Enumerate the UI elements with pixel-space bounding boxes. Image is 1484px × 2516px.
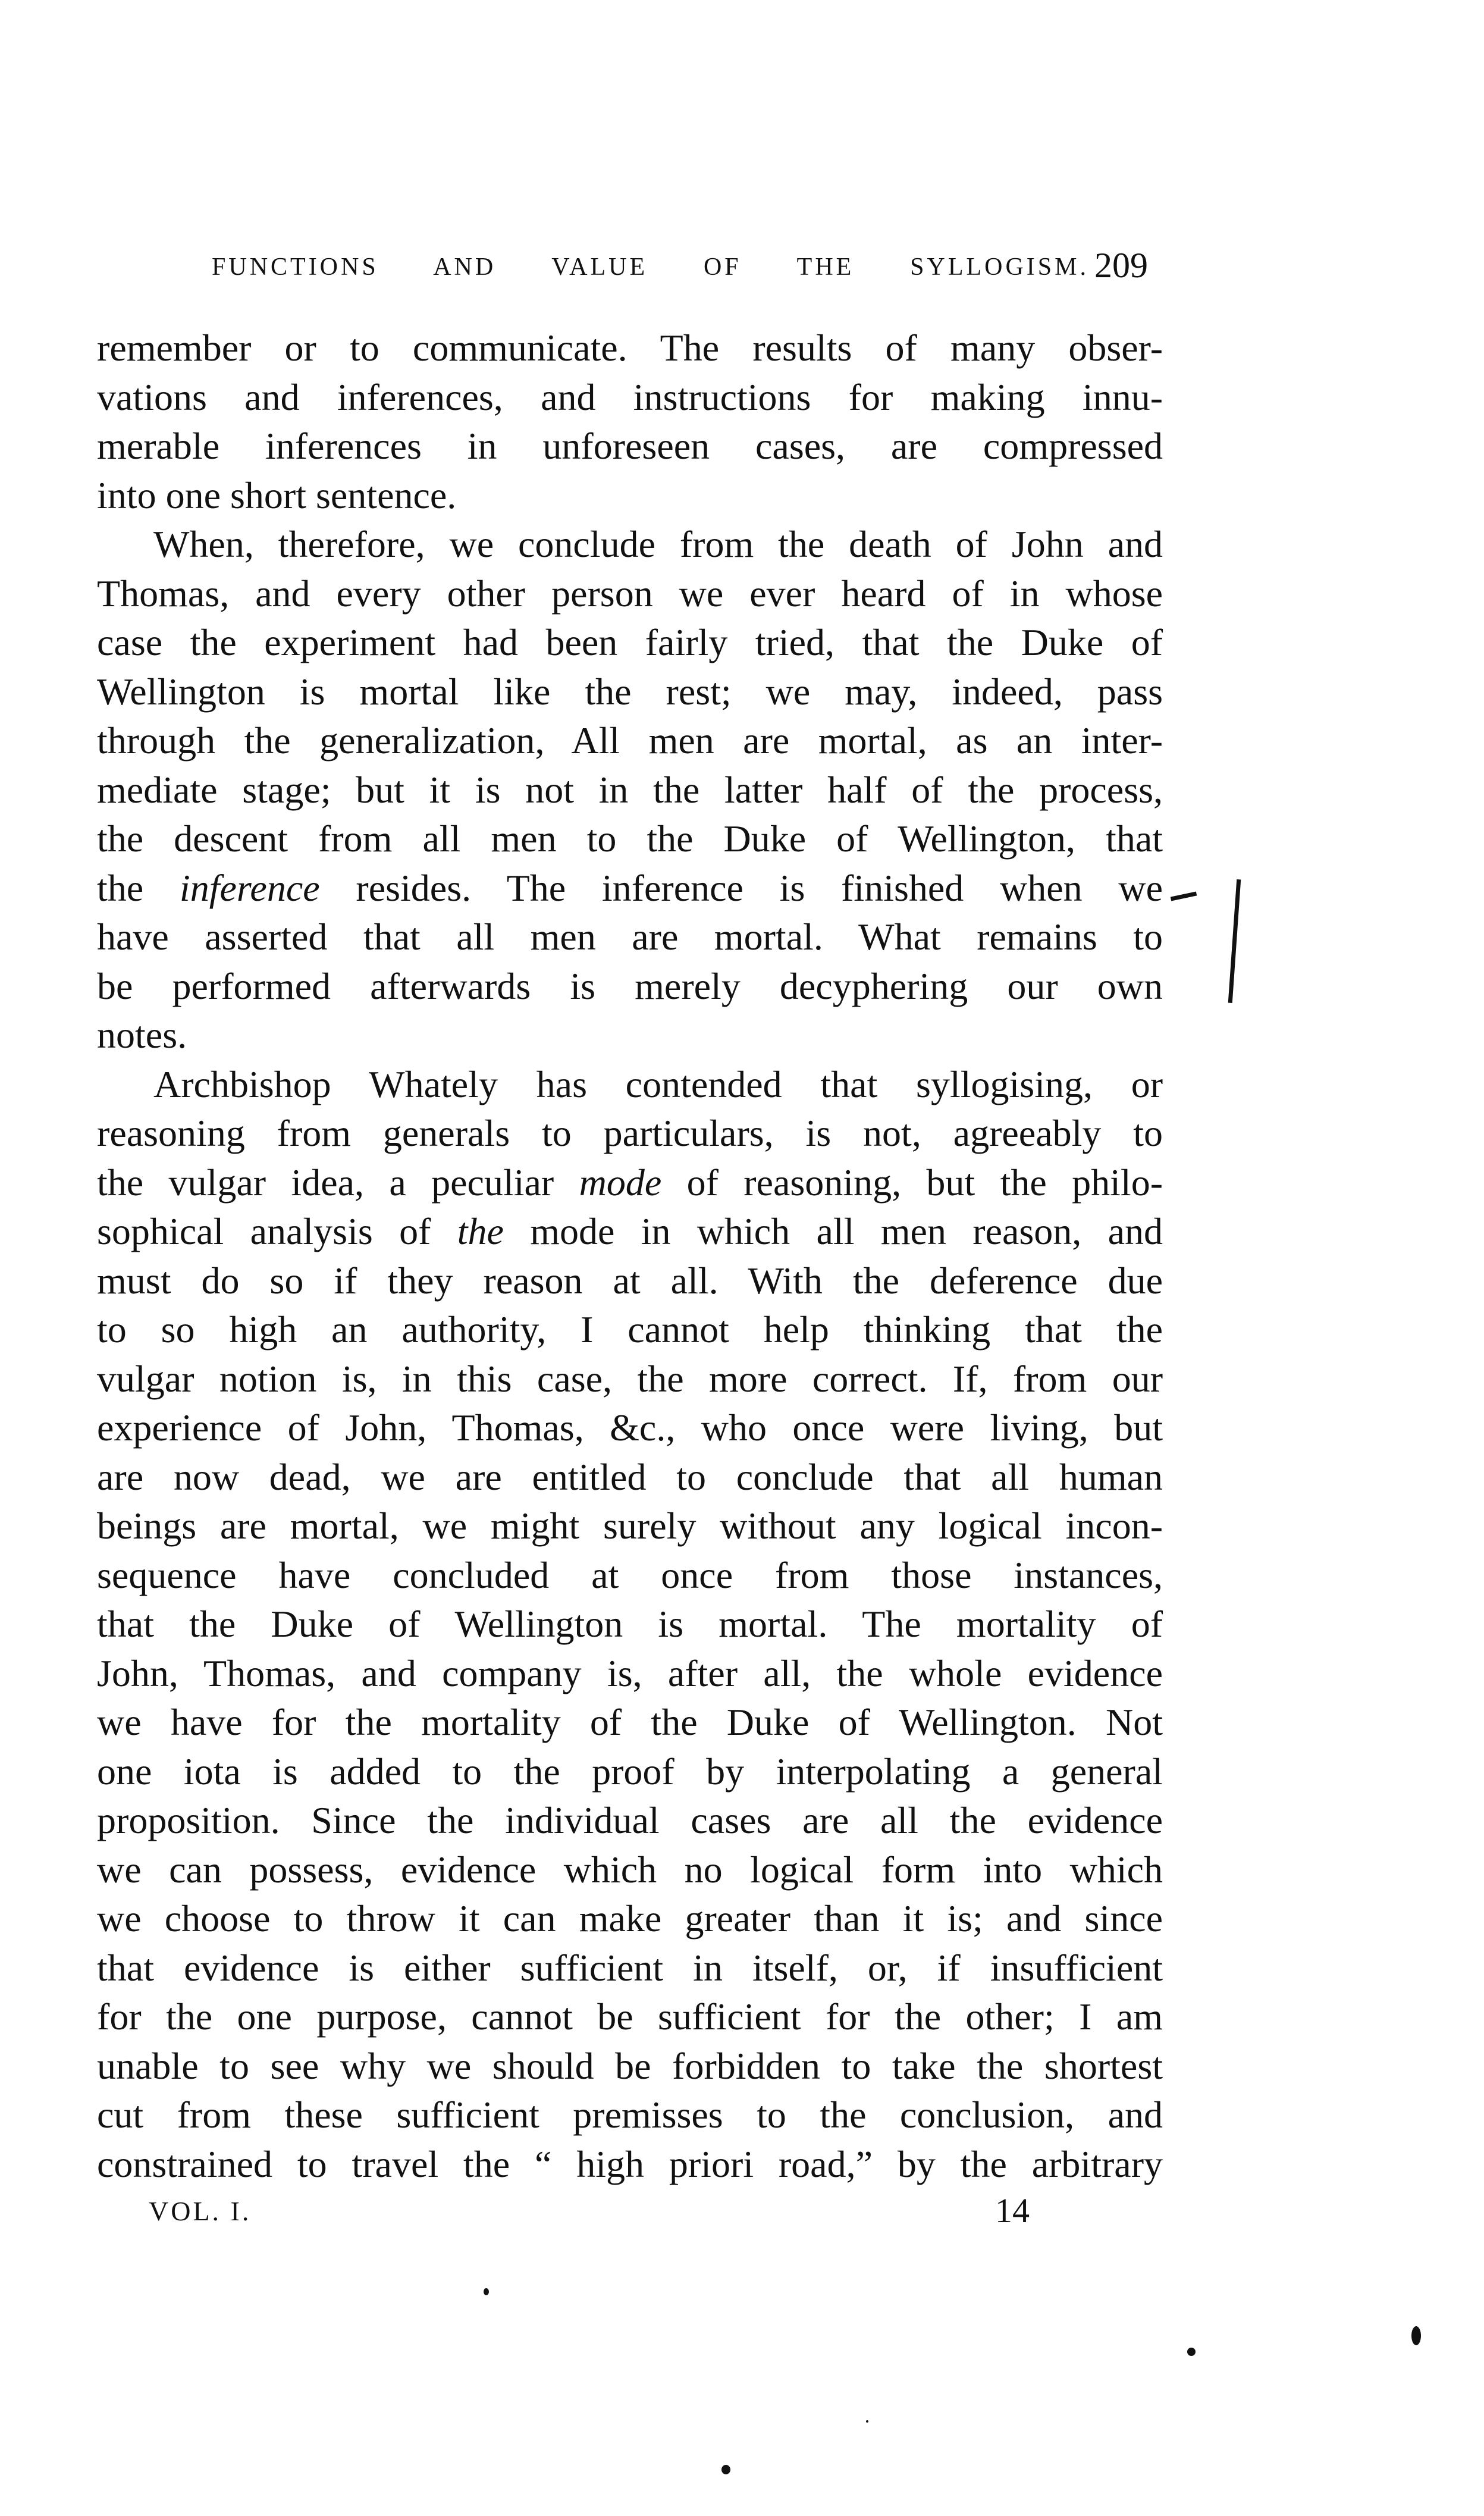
- text-run: the vulgar idea, a peculiar: [97, 1161, 579, 1204]
- text-run: into one short sentence.: [97, 474, 457, 516]
- text-run: John, Thomas, and company is, after all, the whole evidence: [97, 1652, 1163, 1694]
- italic-text: the: [457, 1210, 504, 1252]
- text-run: be performed afterwards is merely decyphering our own: [97, 964, 1163, 1007]
- text-line: [97, 1944, 1163, 1993]
- italic-text: mode: [579, 1161, 662, 1204]
- text-line: [97, 1600, 1163, 1649]
- text-line: [97, 1502, 1163, 1551]
- text-run: reasoning from generals to particulars, is not, agreeably to: [97, 1112, 1163, 1154]
- text-line: [97, 814, 1163, 864]
- text-line: [97, 1894, 1163, 1944]
- text-line: [97, 1403, 1163, 1453]
- text-run: merable inferences in unforeseen cases, are compressed: [97, 425, 1163, 467]
- text-run: Thomas, and every other person we ever heard of in whose: [97, 572, 1163, 615]
- text-run: vulgar notion is, in this case, the more correct. If, from our: [97, 1357, 1163, 1400]
- text-run: that evidence is either sufficient in itself, or, if insufficient: [97, 1946, 1163, 1989]
- text-line: [97, 962, 1163, 1011]
- text-line: [97, 864, 1163, 913]
- text-line: [97, 1257, 1163, 1306]
- text-line: [97, 520, 1163, 569]
- text-line: [97, 2091, 1163, 2140]
- text-line: [97, 618, 1163, 668]
- text-line: [97, 1747, 1163, 1797]
- text-run: through the generalization, All men are mortal, as an inter-: [97, 719, 1163, 762]
- text-run: Archbishop Whately has contended that syllogising, or: [153, 1063, 1163, 1105]
- text-line: [97, 2140, 1163, 2189]
- text-run: the: [97, 866, 180, 909]
- text-run: Wellington is mortal like the rest; we may, indeed, pass: [97, 670, 1163, 713]
- text-line: [97, 1305, 1163, 1355]
- text-line: [97, 324, 1163, 373]
- text-line: [97, 1453, 1163, 1502]
- text-run: remember or to communicate. The results of many obser-: [97, 327, 1163, 369]
- text-run: mode in which all men reason, and: [503, 1210, 1163, 1252]
- text-line: [97, 1551, 1163, 1600]
- text-run: to so high an authority, I cannot help thinking that the: [97, 1308, 1163, 1351]
- speck: [1187, 2348, 1196, 2356]
- text-line: [97, 1011, 1163, 1060]
- footer-signature: 14: [995, 2191, 1030, 2230]
- text-run: notes.: [97, 1014, 187, 1056]
- footer-volume: VOL. I.: [149, 2196, 252, 2226]
- speck: [1411, 2326, 1421, 2345]
- text-run: must do so if they reason at all. With the deference due: [97, 1259, 1163, 1302]
- text-run: that the Duke of Wellington is mortal. The mortality of: [97, 1603, 1163, 1645]
- speck: [866, 2420, 868, 2423]
- text-run: constrained to travel the “ high priori road,” by the arbitrary: [97, 2142, 1163, 2185]
- text-line: [97, 1207, 1163, 1257]
- text-run: proposition. Since the individual cases are all the evidence: [97, 1799, 1163, 1841]
- text-line: [97, 913, 1163, 962]
- text-run: cut from these sufficient premisses to the conclusion, and: [97, 2094, 1163, 2136]
- text-run: sequence have concluded at once from those instances,: [97, 1553, 1163, 1596]
- text-line: [97, 471, 1163, 521]
- text-line: [97, 668, 1163, 717]
- text-run: When, therefore, we conclude from the death of John and: [153, 523, 1163, 565]
- speck: [484, 2288, 489, 2295]
- text-line: [97, 1649, 1163, 1699]
- text-run: experience of John, Thomas, &c., who once were living, but: [97, 1406, 1163, 1449]
- page-body: [97, 324, 1163, 2189]
- text-line: [97, 569, 1163, 619]
- running-header: FUNCTIONS AND VALUE OF THE SYLLOGISM.: [212, 253, 1089, 281]
- text-line: [97, 1698, 1163, 1747]
- text-run: of reasoning, but the philo-: [661, 1161, 1163, 1204]
- margin-dash-mark: [1171, 892, 1197, 901]
- text-run: for the one purpose, cannot be sufficient for the other; I am: [97, 1995, 1163, 2038]
- page-number: 209: [1094, 246, 1148, 285]
- text-run: vations and inferences, and instructions for making innu-: [97, 375, 1163, 418]
- text-line: [97, 1846, 1163, 1895]
- text-run: have asserted that all men are mortal. What remains to: [97, 916, 1163, 958]
- speck: [721, 2465, 730, 2474]
- text-line: [97, 766, 1163, 815]
- text-line: [97, 373, 1163, 422]
- text-run: are now dead, we are entitled to conclude that all human: [97, 1455, 1163, 1498]
- text-line: [97, 1109, 1163, 1158]
- text-run: unable to see why we should be forbidden to take the shortest: [97, 2044, 1163, 2087]
- text-run: we have for the mortality of the Duke of Wellington. Not: [97, 1701, 1163, 1743]
- text-run: resides. The inference is finished when we: [319, 866, 1163, 909]
- text-line: [97, 1796, 1163, 1846]
- text-run: beings are mortal, we might surely without any logical incon-: [97, 1505, 1163, 1547]
- text-line: [97, 716, 1163, 766]
- text-run: sophical analysis of: [97, 1210, 457, 1252]
- text-run: we choose to throw it can make greater than it is; and since: [97, 1897, 1163, 1940]
- text-run: case the experiment had been fairly tried, that the Duke of: [97, 621, 1163, 663]
- text-line: [97, 1060, 1163, 1110]
- text-line: [97, 1355, 1163, 1404]
- italic-text: inference: [179, 866, 320, 909]
- text-line: [97, 422, 1163, 471]
- margin-vertical-line-mark: [1228, 879, 1241, 1003]
- text-run: the descent from all men to the Duke of Wellington, that: [97, 817, 1163, 860]
- text-run: we can possess, evidence which no logical form into which: [97, 1848, 1163, 1891]
- text-run: mediate stage; but it is not in the latter half of the process,: [97, 768, 1163, 811]
- text-run: one iota is added to the proof by interpolating a general: [97, 1750, 1163, 1793]
- text-line: [97, 1158, 1163, 1208]
- text-line: [97, 2042, 1163, 2091]
- text-line: [97, 1992, 1163, 2042]
